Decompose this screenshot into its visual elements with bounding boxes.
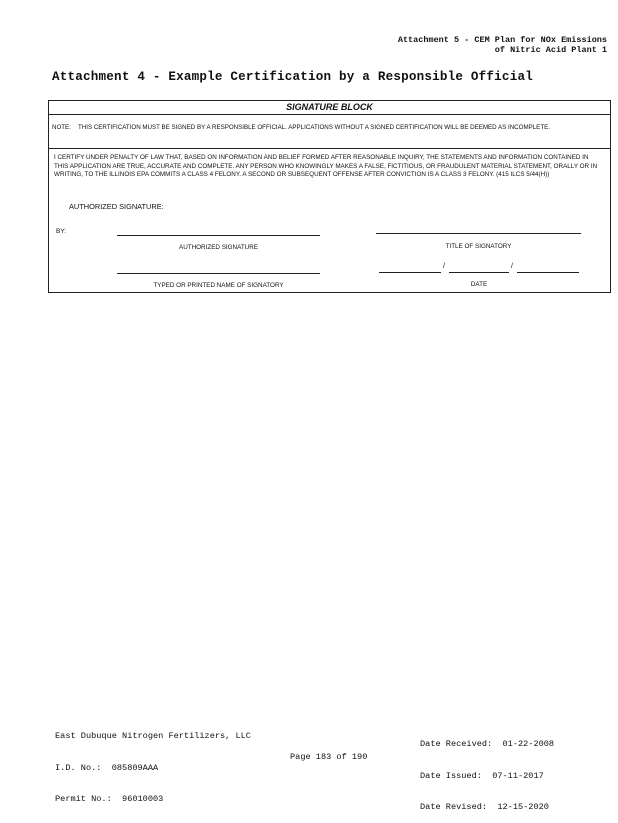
page-title: Attachment 4 - Example Certification by a Responsible Official [52,70,533,84]
footer-id-no: I.D. No.: 085809AAA [55,762,159,773]
date-separator-1: / [443,263,445,270]
by-label: BY: [56,228,67,235]
note-label: NOTE: [52,124,71,131]
typed-name-line[interactable] [117,273,320,274]
date-separator-2: / [511,263,513,270]
footer-permit-no: Permit No.: 96010003 [55,794,164,804]
footer-left [55,710,251,815]
header-line-1: Attachment 5 - CEM Plan for NOx Emissions [397,35,607,45]
date-day-line[interactable] [449,272,509,273]
authorized-signature-caption: AUTHORIZED SIGNATURE [179,244,258,251]
footer-right [420,718,554,823]
title-of-signatory-caption: TITLE OF SIGNATORY [445,243,512,250]
footer-date-issued: Date Issued: 07-11-2017 [420,770,544,781]
title-of-signatory-line[interactable] [376,233,581,234]
signature-block [48,100,611,293]
footer-date-revised: Date Revised: 12-15-2020 [420,802,549,812]
note-text: THIS CERTIFICATION MUST BE SIGNED BY A RESPONSIBLE OFFICIAL. APPLICATIONS WITHOUT A SIGNED CERTIFICATION WILL BE DEEMED AS INCOMPLETE. [78,124,550,131]
certification-statement: I CERTIFY UNDER PENALTY OF LAW THAT, BASED ON INFORMATION AND BELIEF FORMED AFTER REASONABLE INQUIRY, THE STATEMENTS AND INFORMATION CONTAINED IN THIS APPLICATION ARE TRUE, ACCURATE AND COMPLETE. ANY PERSON WHO KNOWINGLY MAKES A FALSE, FICTITIOUS, OR FRAUDULENT MATERIAL STATEMENT, ORALLY OR IN WRITING, TO THE ILLINOIS EPA COMMITS A CLASS 4 FELONY. A SECOND OR SUBSEQUENT OFFENSE AFTER CONVICTION IS A CLASS 3 FELONY. (415 ILCS 5/44(H)) [54,154,598,179]
authorized-signature-heading: AUTHORIZED SIGNATURE: [69,202,164,211]
footer-date-received: Date Received: 01-22-2008 [420,739,555,749]
running-header [398,35,607,55]
date-caption: DATE [470,281,488,288]
page-number: Page 183 of 190 [290,752,368,762]
authorized-signature-line[interactable] [117,235,320,236]
typed-name-caption: TYPED OR PRINTED NAME OF SIGNATORY [153,282,284,289]
footer-company: East Dubuque Nitrogen Fertilizers, LLC [55,731,251,741]
date-year-line[interactable] [517,272,579,273]
header-line-2: of Nitric Acid Plant 1 [494,45,607,55]
date-month-line[interactable] [379,272,441,273]
signature-block-heading: SIGNATURE BLOCK [49,101,610,115]
divider [49,148,610,149]
